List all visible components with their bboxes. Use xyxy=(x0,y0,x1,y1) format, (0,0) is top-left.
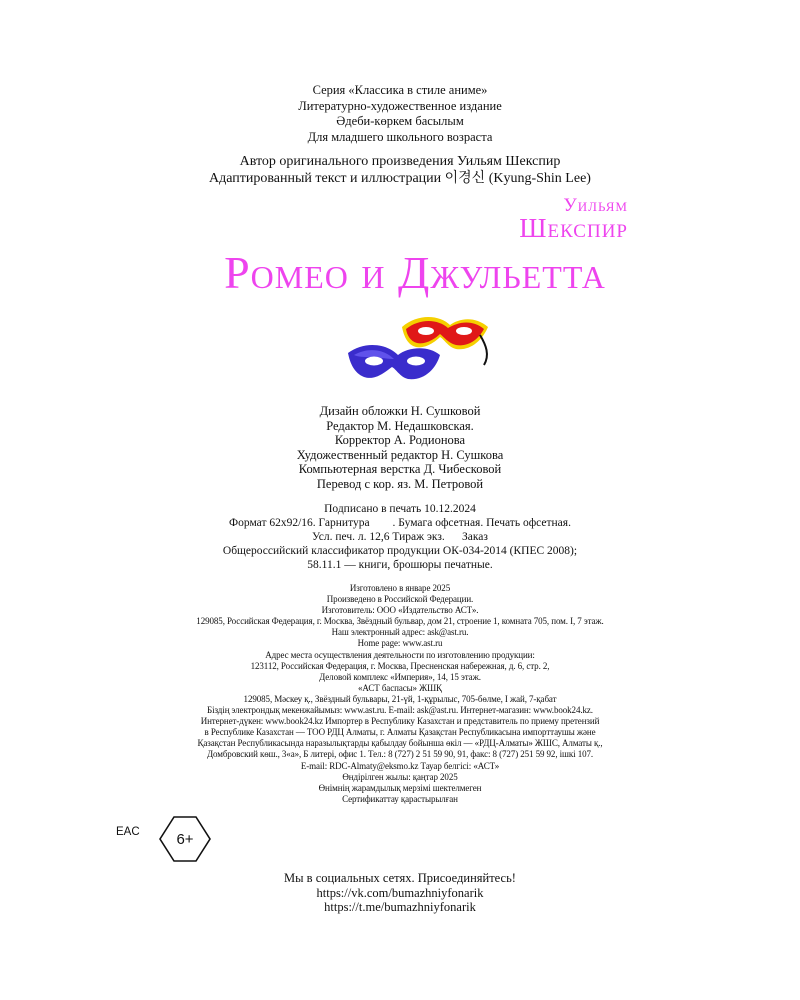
legal-line: Адрес места осуществления деятельности по изготовлению продукции: xyxy=(265,649,535,660)
legal-line: E-mail: RDC-Almaty@eksmo.kz Тауар белгісі: «АСТ» xyxy=(300,760,500,771)
title-author-first-name: Уильям xyxy=(563,195,628,216)
legal-line: Наш электронный адрес: ask@ast.ru. xyxy=(331,627,469,638)
theater-masks-illustration xyxy=(340,307,500,392)
legal-line: 123112, Российская Федерация, г. Москва, Пресненская набережная, д. 6, стр. 2, xyxy=(250,660,550,671)
legal-imprint xyxy=(0,583,800,805)
print-line: Формат 62х92/16. Гарнитура . Бумага офсетная. Печать офсетная. xyxy=(229,517,571,529)
credit-line: Художественный редактор Н. Сушкова xyxy=(296,447,504,462)
legal-line: Өнімнің жарамдылық мерзімі шектелмеген xyxy=(318,782,482,793)
eac-mark: EAC xyxy=(116,826,140,838)
print-line: Усл. печ. л. 12,6 Тираж экз. Заказ xyxy=(312,531,488,543)
editorial-credits xyxy=(0,404,800,491)
vk-link[interactable]: https://vk.com/bumazhniyfonarik xyxy=(316,885,484,900)
credit-line: Редактор М. Недашковская. xyxy=(326,418,474,433)
legal-line: Home page: www.ast.ru xyxy=(357,638,443,649)
social-heading: Мы в социальных сетях. Присоединяйтесь! xyxy=(284,871,516,885)
blue-mask-icon xyxy=(348,345,440,379)
credit-line: Корректор А. Родионова xyxy=(334,433,466,447)
legal-line: Біздің электрондық мекенжайымыз: www.ast.ru. E-mail: ask@ast.ru. Интернет-магазин: www.book24.kz. xyxy=(207,705,593,716)
legal-line: Өндірілген жылы: қаңтар 2025 xyxy=(342,771,458,782)
legal-line: 129085, Мәскеу қ., Звёздный бульвары, 21-үй, 1-құрылыс, 705-бөлме, I жай, 7-қабат xyxy=(243,693,557,704)
legal-line: Изготовитель: ООО «Издательство АСТ». xyxy=(321,605,479,616)
credit-line: Перевод с кор. яз. М. Петровой xyxy=(316,476,484,491)
print-line: 58.11.1 — книги, брошюры печатные. xyxy=(307,559,493,571)
series-line: Для младшего школьного возраста xyxy=(307,129,493,144)
credit-line: Дизайн обложки Н. Сушковой xyxy=(319,404,481,418)
series-line: Әдеби-көркем басылым xyxy=(336,114,464,128)
legal-line: Деловой комплекс «Империя», 14, 15 этаж. xyxy=(319,671,481,682)
original-author-line: Автор оригинального произведения Уильям Шекспир xyxy=(239,154,561,169)
print-details xyxy=(0,502,800,572)
social-links xyxy=(0,871,800,915)
legal-line: Изготовлено в январе 2025 xyxy=(349,583,451,593)
series-line: Литературно-художественное издание xyxy=(298,98,502,113)
series-line: Серия «Классика в стиле аниме» xyxy=(312,83,488,97)
legal-line: в Республике Казахстан — ТОО РДЦ Алматы, г. Алматы Қазақстан Республикасына импорттаушы және xyxy=(204,727,596,738)
age-rating-label: 6+ xyxy=(176,830,194,848)
title-author-last-name: Шекспир xyxy=(519,213,628,243)
legal-line: Произведено в Российской Федерации. xyxy=(326,594,474,605)
telegram-link[interactable]: https://t.me/bumazhniyfonarik xyxy=(324,900,476,914)
legal-line: Сертификаттау қарастырылған xyxy=(342,793,458,804)
adaptation-author-line: Адаптированный текст и иллюстрации 이경신 (Kyung-Shin Lee) xyxy=(209,171,591,186)
authors-info xyxy=(0,153,800,187)
credit-line: Компьютерная верстка Д. Чибесковой xyxy=(298,462,502,476)
legal-line: Қазақстан Республикасында наразылықтарды қабылдау бойынша өкіл — «РДЦ-Алматы» ЖШС, Алматы қ., xyxy=(197,738,603,749)
print-line: Общероссийский классификатор продукции ОК-034-2014 (КПЕС 2008); xyxy=(222,545,578,557)
legal-line: Домбровский көш., 3«а», Б литері, офис 1. Тел.: 8 (727) 2 51 59 90, 91, факс: 8 (727) 251 59 92, ішкі 107. xyxy=(206,749,594,760)
series-info xyxy=(0,83,800,145)
legal-line: 129085, Российская Федерация, г. Москва, Звёздный бульвар, дом 21, строение 1, комната 705, пом. I, 7 этаж. xyxy=(196,616,604,627)
book-title: Ромео и Джульетта xyxy=(224,247,606,298)
legal-line: «АСТ баспасы» ЖШҚ xyxy=(358,682,442,693)
print-line: Подписано в печать 10.12.2024 xyxy=(324,503,476,515)
legal-line: Интернет-дүкен: www.book24.kz Импортер в Республику Казахстан и представитель по приему претензий xyxy=(200,716,600,727)
